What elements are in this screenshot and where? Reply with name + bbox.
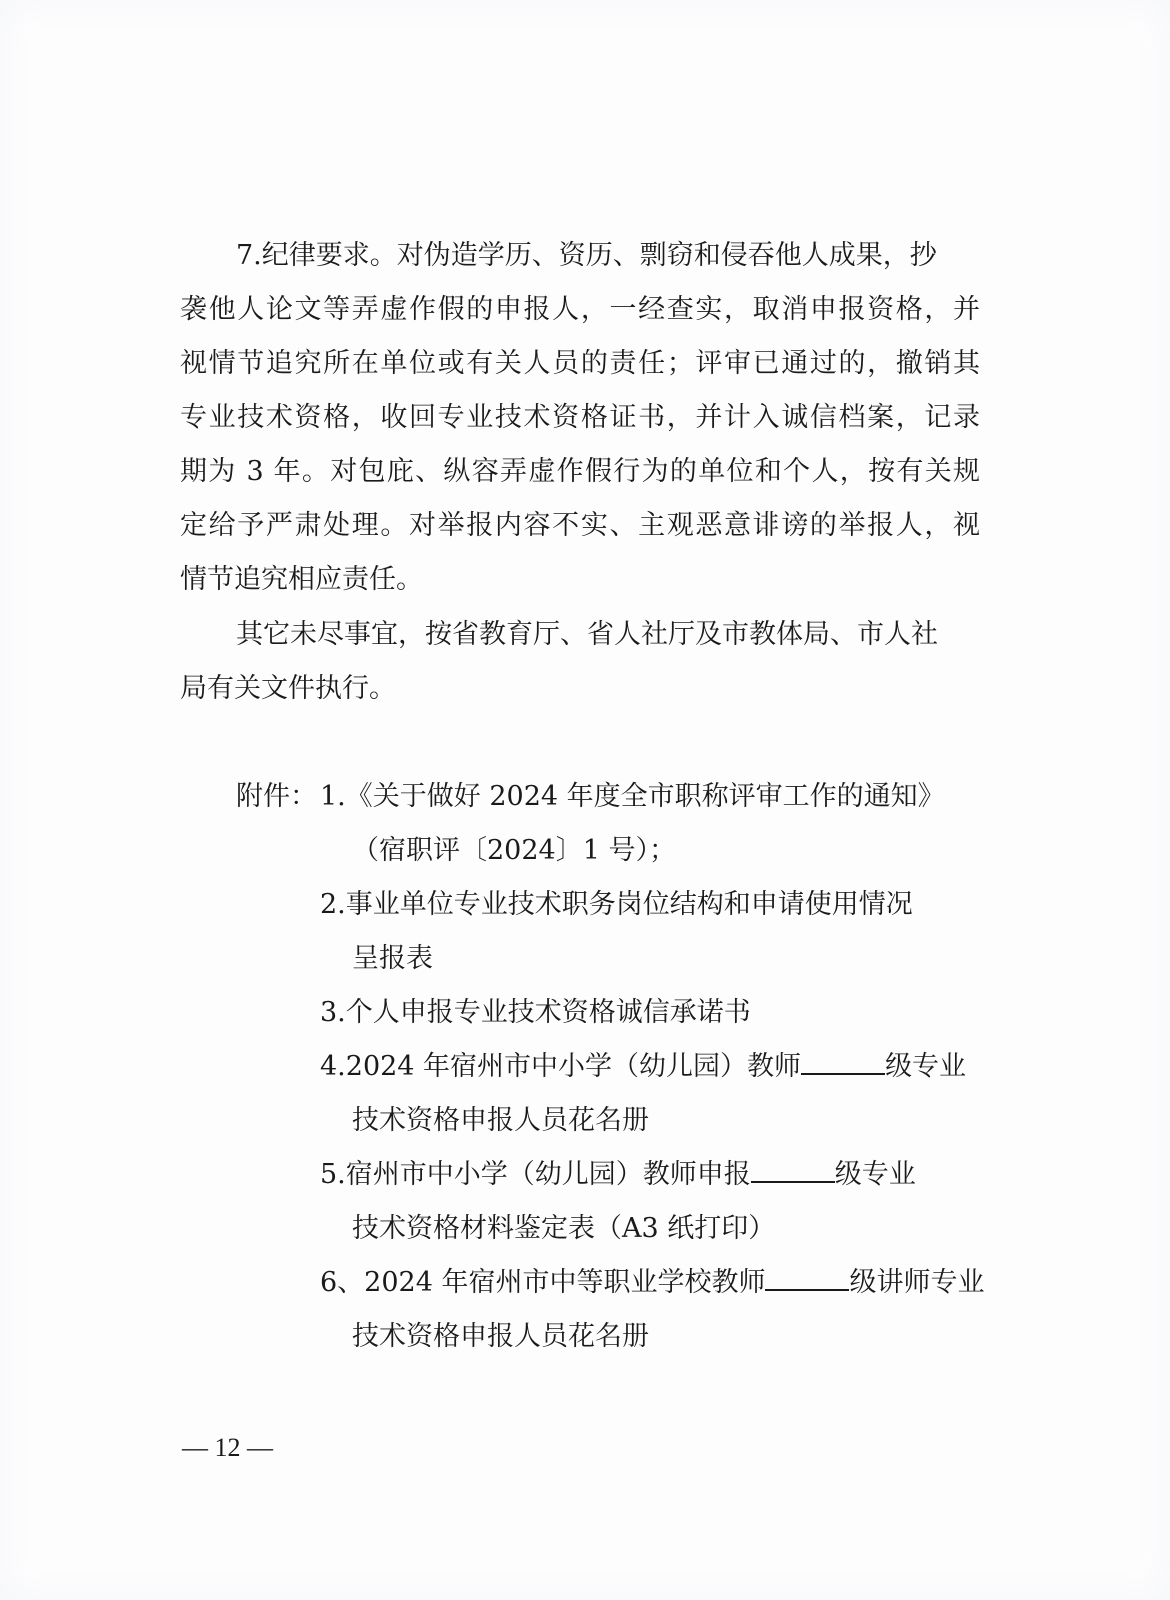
fill-in-blank [801, 1051, 885, 1075]
attachment-6-line-2: 技术资格申报人员花名册 [352, 1321, 649, 1352]
paragraph-other-line-1: 其它未尽事宜，按省教育厅、省人社厅及市教体局、市人社 [236, 619, 938, 650]
attachment-3-line-1: 3.个人申报专业技术资格诚信承诺书 [320, 997, 751, 1028]
paragraph-7-line-6: 定给予严肃处理。对举报内容不实、主观恶意诽谤的举报人，视 [180, 510, 980, 541]
paragraph-7-line-2: 袭他人论文等弄虚作假的申报人，一经查实，取消申报资格，并 [180, 294, 980, 325]
attachment-6-line-1 [320, 1265, 984, 1301]
attachment-6-text-b: 级讲师专业 [849, 1267, 985, 1298]
attachment-2-line-2: 呈报表 [352, 943, 433, 974]
fill-in-blank [765, 1267, 849, 1291]
attachment-5-text-a: 5.宿州市中小学（幼儿园）教师申报 [320, 1159, 751, 1190]
attachment-5-line-1 [320, 1157, 916, 1193]
paragraph-7-line-3: 视情节追究所在单位或有关人员的责任；评审已通过的，撤销其 [180, 348, 980, 379]
paragraph-7-line-1: 7.纪律要求。对伪造学历、资历、剽窃和侵吞他人成果，抄 [236, 240, 937, 271]
attachment-4-text-a: 4.2024 年宿州市中小学（幼儿园）教师 [320, 1051, 802, 1082]
attachment-5-text-b: 级专业 [834, 1159, 916, 1190]
attachment-4-line-1 [320, 1049, 966, 1085]
attachment-1-line-1: 1.《关于做好 2024 年度全市职称评审工作的通知》 [320, 781, 945, 812]
attachment-6-text-a: 6、2024 年宿州市中等职业学校教师 [320, 1267, 766, 1298]
paragraph-7-line-5: 期为 3 年。对包庇、纵容弄虚作假行为的单位和个人，按有关规 [180, 456, 980, 487]
attachment-5-line-2: 技术资格材料鉴定表（A3 纸打印） [352, 1213, 776, 1244]
fill-in-blank [751, 1159, 835, 1183]
attachment-2-line-1: 2.事业单位专业技术职务岗位结构和申请使用情况 [320, 889, 913, 920]
page-number: — 12 — [182, 1433, 273, 1462]
attachment-4-line-2: 技术资格申报人员花名册 [352, 1105, 649, 1136]
attachments-label: 附件： [236, 781, 317, 812]
attachment-4-text-b: 级专业 [885, 1051, 967, 1082]
attachment-1-line-2: （宿职评〔2024〕1 号）； [352, 835, 676, 866]
paragraph-7-line-4: 专业技术资格，收回专业技术资格证书，并计入诚信档案，记录 [180, 402, 980, 433]
paragraph-other-line-2: 局有关文件执行。 [180, 673, 396, 704]
paragraph-7-line-7: 情节追究相应责任。 [180, 564, 423, 595]
